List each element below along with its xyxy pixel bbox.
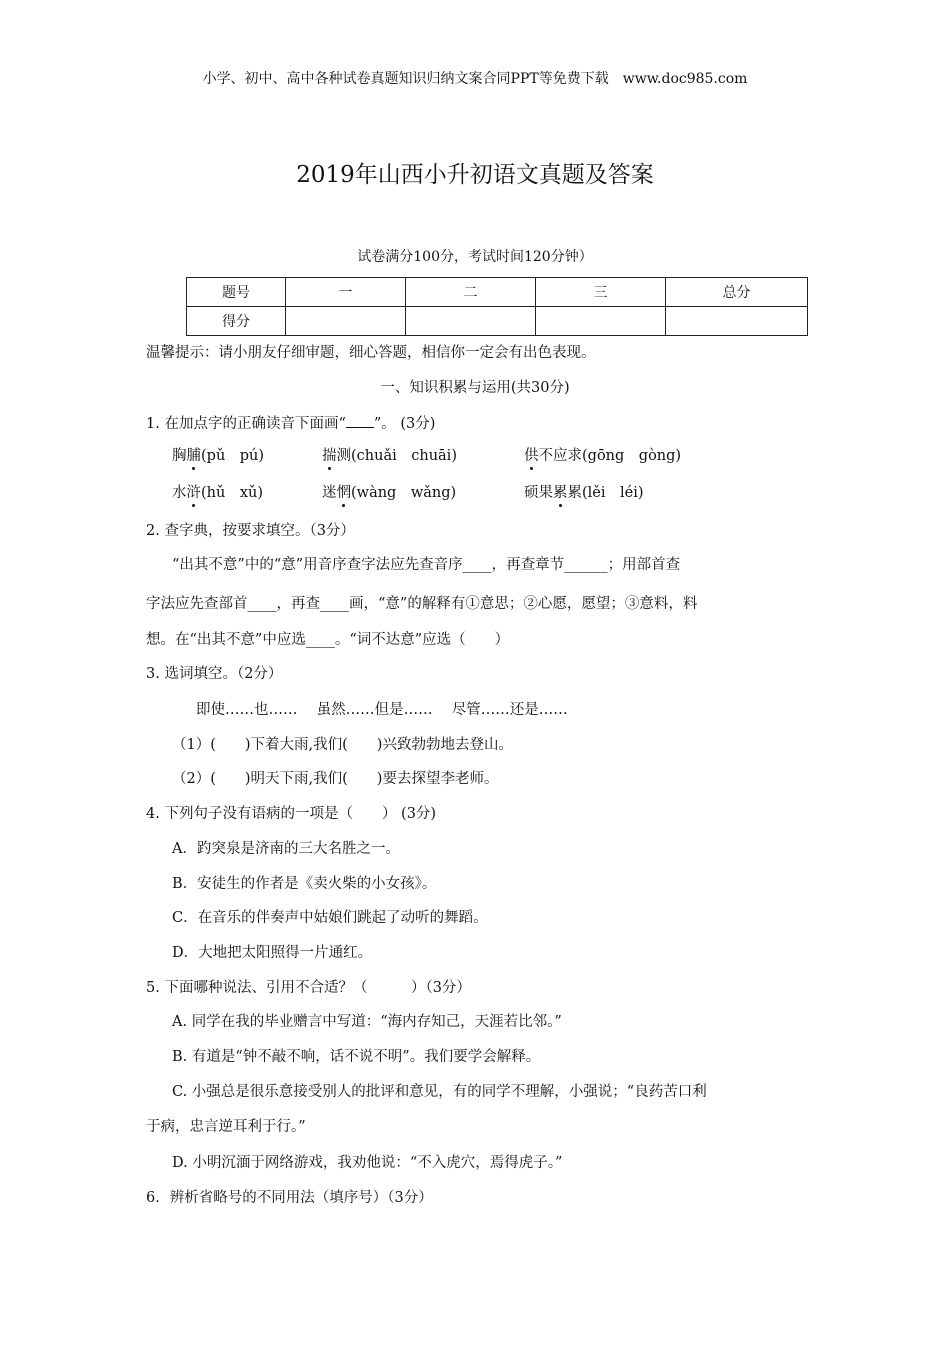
score-cell[interactable] [536,307,666,336]
question-2-line: “出其不意”中的“意”用音序查字法应先查音序____，再查章节______；用部首查 [172,557,681,573]
dotted-char: 脯 [187,444,202,465]
question-2-stem: 2. 查字典，按要求填空。（3分） [146,523,355,539]
item-text: (pǔ pú) [201,448,265,464]
item-text: 胸 [172,448,187,464]
page-header: 小学、初中、高中各种试卷真题知识归纳文案合同PPT等免费下载 www.doc985.com [202,71,748,87]
option-b: B．安徒生的作者是《卖火柴的小女孩》。 [172,876,437,892]
question-1-stem [146,412,435,433]
dotted-char: 浒 [187,481,202,502]
score-cell[interactable] [666,307,808,336]
question-2-line: 想。在“出其不意”中应选____。“词不达意”应选（ ） [146,632,510,648]
pinyin-item [172,444,264,465]
item-text: (wàng wǎng) [351,485,457,501]
table-cell: 三 [536,278,666,307]
table-cell: 一 [286,278,406,307]
table-cell: 二 [406,278,536,307]
pinyin-item [322,481,456,502]
item-text: 累(lěi léi) [567,485,644,501]
dotted-char: 供 [524,444,539,465]
item-text: 水 [172,485,187,501]
item-text: 硕果 [524,485,553,501]
table-row [187,307,808,336]
pinyin-item [322,444,457,465]
item-text: 不应求(gōng gòng) [538,448,682,464]
word-options: 即使……也…… 虽然……但是…… 尽管……还是…… [196,702,568,718]
tip-text: 温馨提示：请小朋友仔细审题，细心答题，相信你一定会有出色表现。 [146,345,596,361]
question-3-item: （2）( )明天下雨,我们( )要去探望李老师。 [172,771,499,787]
question-5-stem: 5. 下面哪种说法、引用不合适？（ ）（3分） [146,980,471,996]
score-cell[interactable] [286,307,406,336]
item-text: 测(chuǎi chuāi) [336,448,457,464]
dotted-char: 揣 [322,444,337,465]
table-cell: 得分 [187,307,286,336]
question-3-stem: 3. 选词填空。（2分） [146,666,283,682]
item-text: (hǔ xǔ) [201,485,264,501]
question-6-stem: 6．辨析省略号的不同用法（填序号）（3分） [146,1190,433,1206]
document-title: 2019年山西小升初语文真题及答案 [296,162,654,188]
exam-info: 试卷满分100分，考试时间120分钟） [357,249,593,265]
option-b: B. 有道是“钟不敲不响，话不说不明”。我们要学会解释。 [172,1049,541,1065]
option-d: D．大地把太阳照得一片通红。 [172,945,373,961]
option-c: C. 小强总是很乐意接受别人的批评和意见，有的同学不理解，小强说；“良药苦口利 [172,1084,707,1100]
pinyin-item [172,481,263,502]
score-cell[interactable] [406,307,536,336]
table-cell: 总分 [666,278,808,307]
stem-part: 1. 在加点字的正确读音下面画“ [146,416,346,432]
dotted-char: 累 [553,481,568,502]
table-row [187,278,808,307]
pinyin-item [524,481,644,502]
option-c: C．在音乐的伴奏声中姑娘们跳起了动听的舞蹈。 [172,910,488,926]
option-d: D. 小明沉湎于网络游戏，我劝他说：“不入虎穴，焉得虎子。” [172,1155,563,1171]
section-heading: 一、知识积累与运用(共30分) [380,380,570,396]
table-cell: 题号 [187,278,286,307]
underline-mark [346,415,374,428]
question-2-line: 字法应先查部首____，再查____画，“意”的解释有①意思；②心愿，愿望；③意料，料 [146,596,698,612]
option-a: A．趵突泉是济南的三大名胜之一。 [172,841,400,857]
stem-part: ”。 (3分) [373,416,436,432]
dotted-char: 惘 [337,481,352,502]
option-a: A. 同学在我的毕业赠言中写道：“海内存知己，天涯若比邻。” [172,1014,562,1030]
item-text: 迷 [322,485,337,501]
score-table [186,277,808,336]
pinyin-item [524,444,681,465]
question-4-stem: 4. 下列句子没有语病的一项是（ ） (3分) [146,806,437,822]
question-3-item: （1）( )下着大雨,我们( )兴致勃勃地去登山。 [172,737,513,753]
option-c-continued: 于病，忠言逆耳利于行。” [146,1119,306,1135]
